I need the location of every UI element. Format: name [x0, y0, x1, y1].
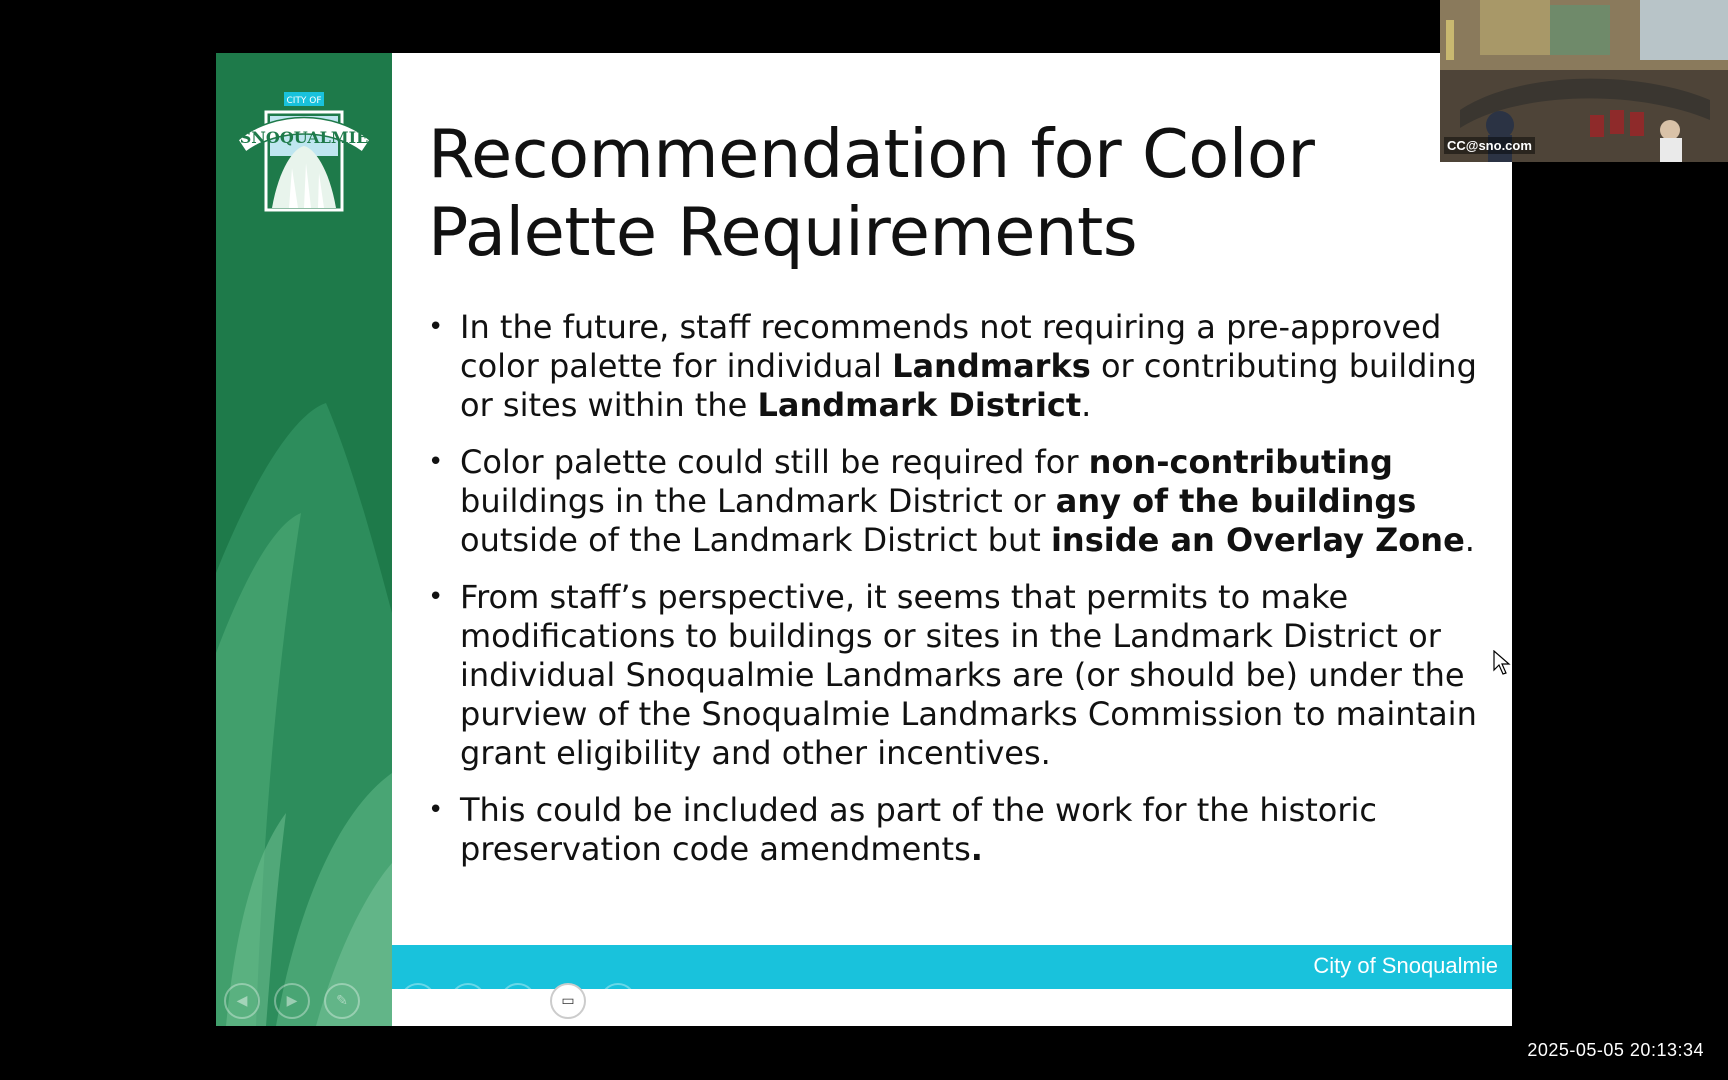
bullet-item — [428, 443, 1488, 560]
subtitles-button[interactable] — [500, 983, 536, 1019]
svg-text:SNOQUALMIE: SNOQUALMIE — [239, 128, 369, 147]
bullet-text: buildings in the Landmark District or — [460, 482, 1056, 520]
bullet-text: Color palette could still be required for — [460, 443, 1089, 481]
bullet-dot-icon: • — [428, 312, 444, 342]
zoom-button[interactable] — [450, 983, 486, 1019]
slideshow-controls-right — [400, 983, 636, 1019]
arrow-right-icon: ▶ — [286, 993, 298, 1009]
title-line-1: Recommendation for Color — [428, 115, 1315, 193]
recording-timestamp: 2025-05-05 20:13:34 — [1527, 1040, 1704, 1060]
mouse-cursor-icon — [1493, 650, 1511, 676]
bullet-emphasis: Landmarks — [892, 347, 1091, 385]
bullet-emphasis: non-contributing — [1088, 443, 1393, 481]
camera-button[interactable] — [550, 983, 586, 1019]
next-slide-button[interactable] — [274, 983, 310, 1019]
slide-title — [428, 115, 1488, 271]
title-line-2: Palette Requirements — [428, 193, 1138, 271]
bullet-item — [428, 308, 1488, 425]
bullet-text: or contributing building or sites within the — [460, 347, 1477, 424]
bullet-item — [428, 578, 1488, 773]
bullet-emphasis: any of the buildings — [1055, 482, 1417, 520]
bullet-text: . — [1081, 386, 1092, 424]
video-camera-icon: ▭ — [561, 993, 575, 1009]
bullet-text: This could be included as part of the work for the historic preservation code amendments — [460, 791, 1378, 868]
presentation-slide — [216, 53, 1512, 1026]
bullet-list — [428, 308, 1488, 887]
more-icon: ⋯ — [611, 993, 625, 1009]
magnifier-icon: ⌕ — [464, 993, 472, 1009]
bullet-text: In the future, staff recommends not requiring a pre-approved color palette for individual — [460, 308, 1442, 385]
bullet-text: . — [1464, 521, 1475, 559]
bullet-dot-icon: • — [428, 795, 444, 825]
slideshow-controls — [224, 983, 360, 1019]
slide-sidebar — [216, 53, 392, 1026]
bullet-text: From staff’s perspective, it seems that permits to make modifications to buildings or sites in the Landmark District or individual Snoqualmie Landmarks are (or should be) under the purview of the Snoqualmie Landmarks Commission to maintain grant eligibility and other incentives. — [460, 578, 1477, 772]
bullet-emphasis: inside an Overlay Zone — [1050, 521, 1465, 559]
camera-feed[interactable] — [1440, 0, 1728, 162]
bullet-text: outside of the Landmark District but — [460, 521, 1051, 559]
slide-content — [392, 53, 1512, 1026]
bullet-dot-icon: • — [428, 447, 444, 477]
bullet-item — [428, 791, 1488, 869]
svg-text:CITY OF: CITY OF — [286, 96, 322, 106]
footer-text: City of Snoqualmie — [1313, 953, 1498, 978]
camera-feed-label: CC@sno.com — [1444, 137, 1535, 154]
see-all-slides-button[interactable] — [400, 983, 436, 1019]
slides-grid-icon: ▦ — [411, 993, 425, 1009]
subtitles-icon: ▤ — [511, 993, 525, 1009]
previous-slide-button[interactable] — [224, 983, 260, 1019]
bullet-emphasis: Landmark District — [757, 386, 1082, 424]
city-logo — [234, 88, 374, 217]
pen-icon: ✎ — [336, 993, 348, 1009]
pen-button[interactable] — [324, 983, 360, 1019]
arrow-left-icon: ◀ — [236, 993, 248, 1009]
more-options-button[interactable] — [600, 983, 636, 1019]
bullet-dot-icon: • — [428, 582, 444, 612]
bullet-emphasis: . — [970, 830, 983, 868]
